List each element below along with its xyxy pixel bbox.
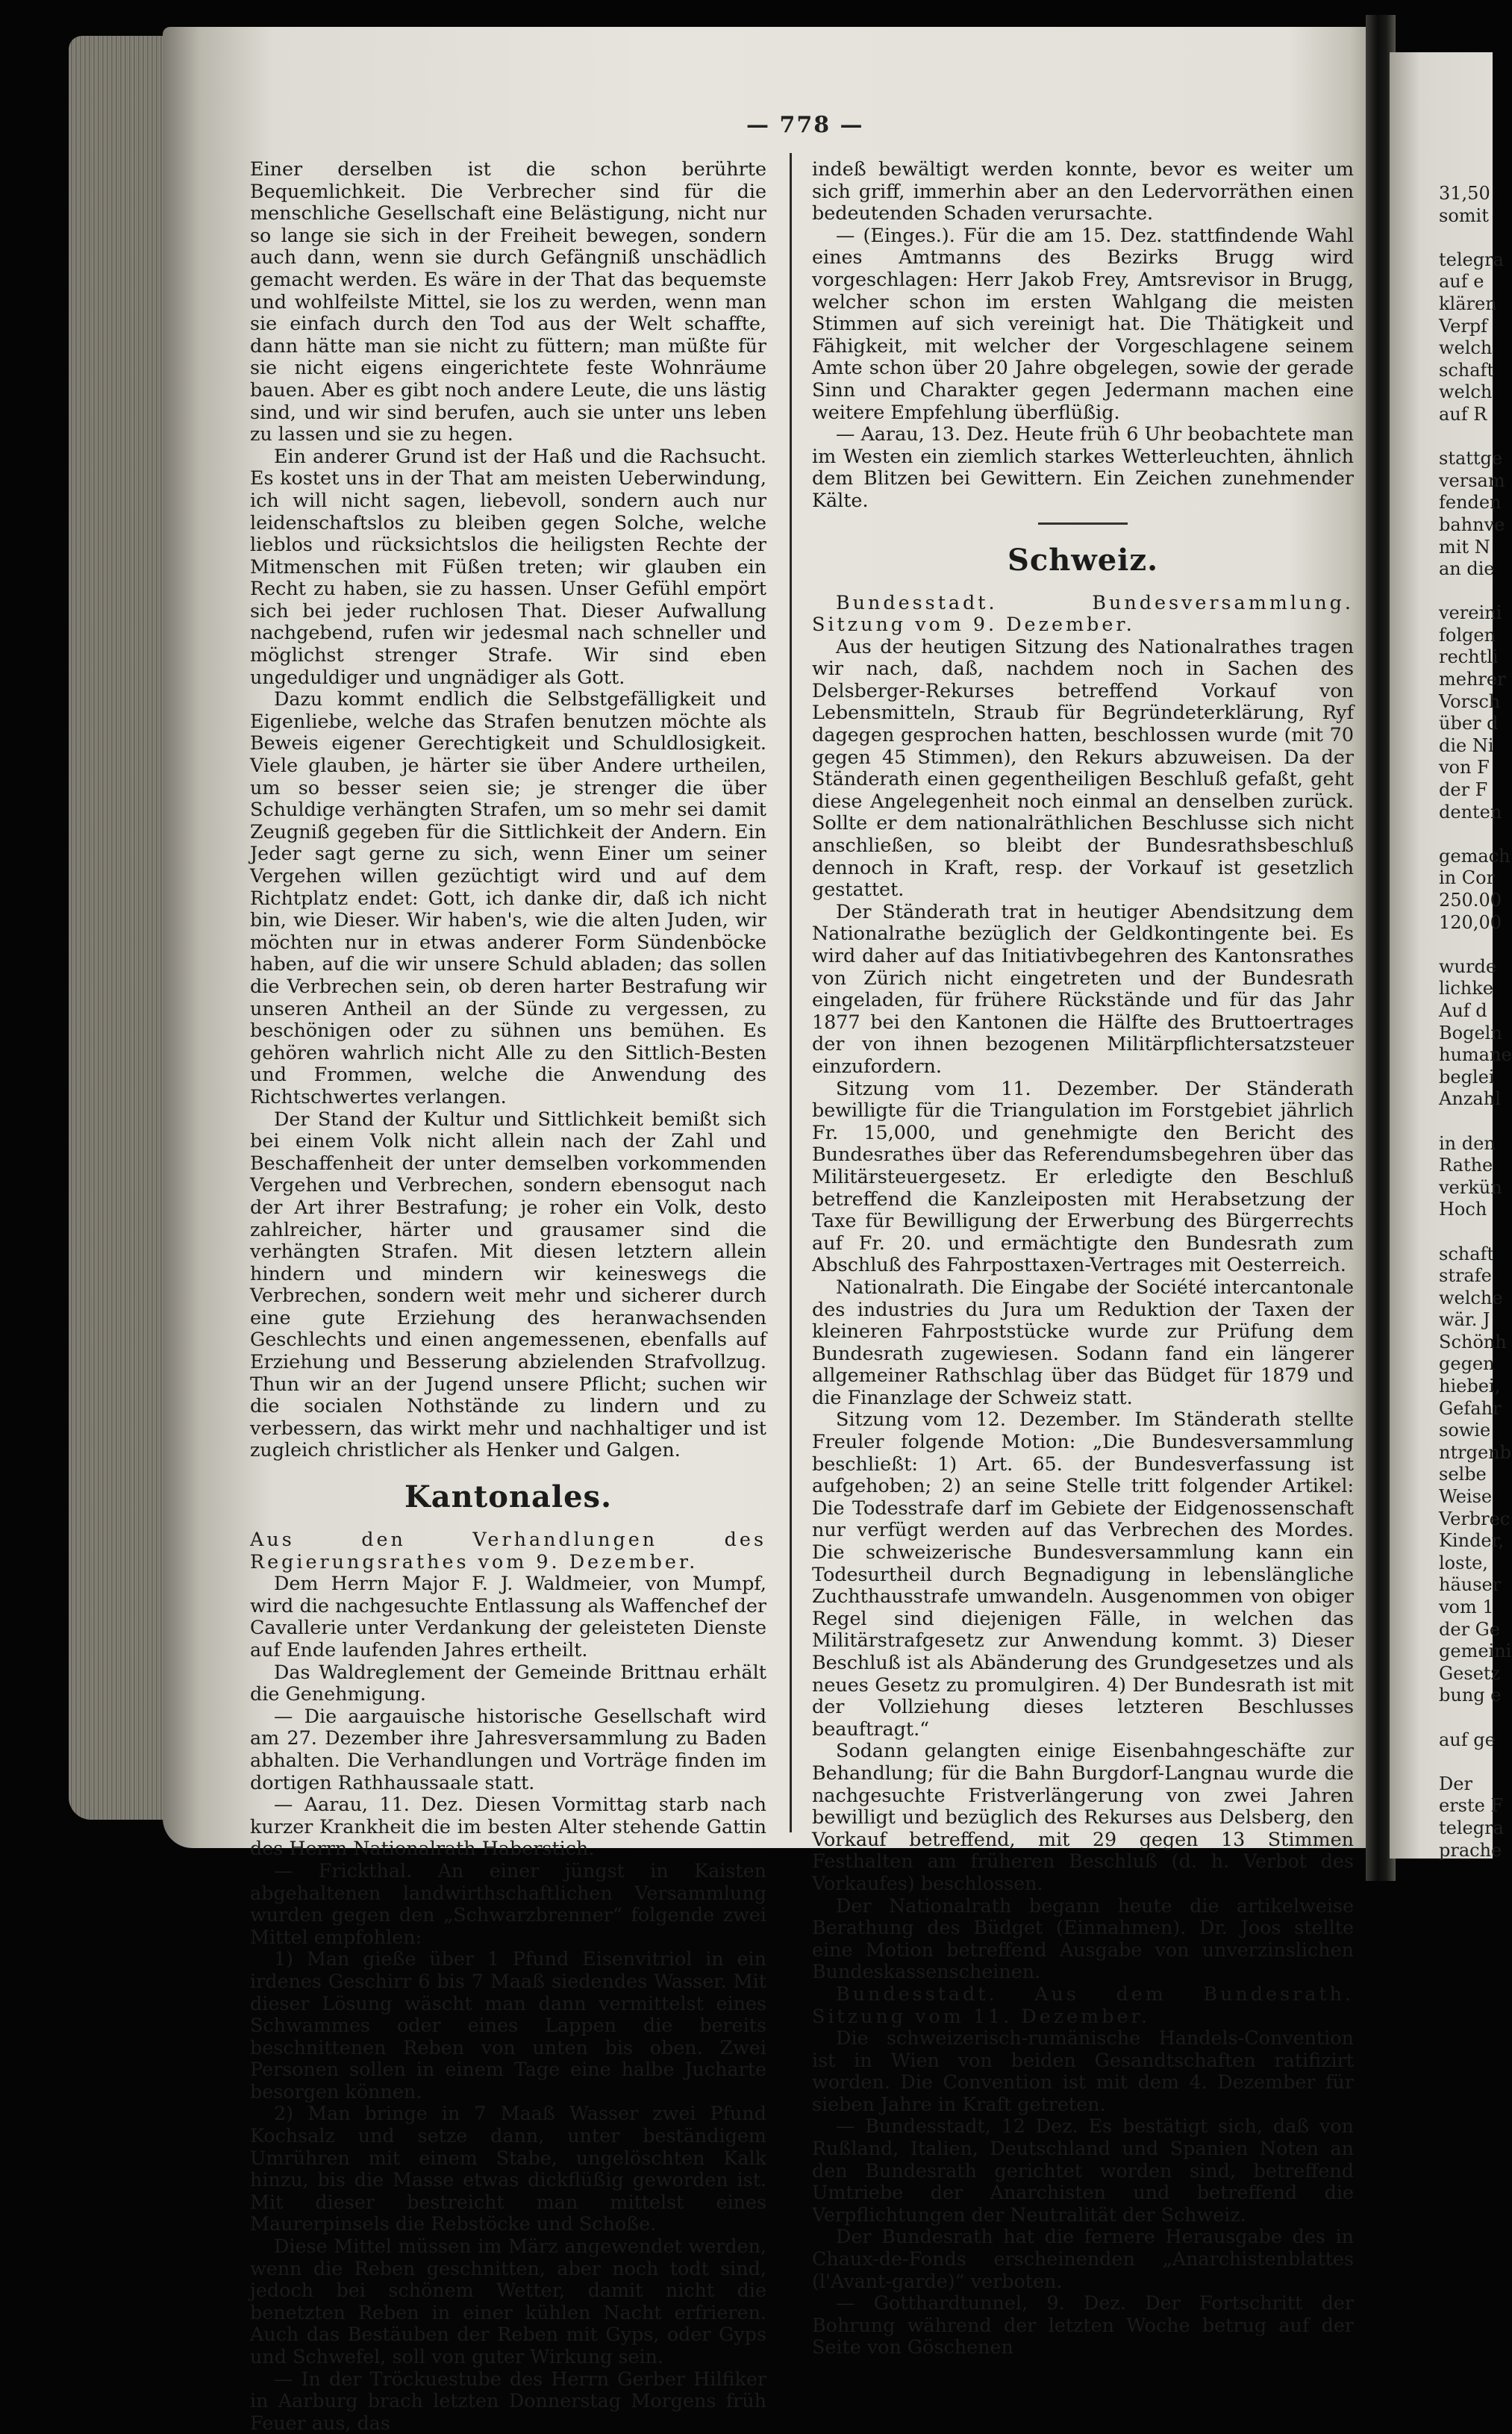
right-page-line: Anzahl bbox=[1439, 1088, 1501, 1110]
right-page-line: häuser bbox=[1439, 1574, 1502, 1596]
right-page-line: Hoch bbox=[1439, 1199, 1487, 1220]
right-page-line: 120,00 bbox=[1439, 911, 1502, 933]
right-page-line: auf R bbox=[1439, 403, 1487, 425]
paragraph: — (Einges.). Für die am 15. Dez. stattfindende Wahl eines Amtmanns des Bezirks Brugg wird vorgeschlagen: Herr Jakob Frey, Amtsrevisor in Brugg, welcher schon im ersten Wahlgang die meisten Stimmen auf sich vereinigt hat. Die Thätigkeit und Fähigkeit, mit welcher der Vorgeschlagene seinem Amte schon über 20 Jahre obgelegen, sowie der gerade Sinn und Charakter gegen Jedermann machen eine weitere Empfehlung überflüßig. bbox=[812, 223, 1354, 423]
right-page-line: telegra bbox=[1439, 1817, 1504, 1838]
paragraph: indeß bewältigt werden konnte, bevor es weiter um sich griff, immerhin aber an den Ledervorräthen einen bedeutenden Schaden verursachte. bbox=[812, 157, 1354, 225]
paragraph: — Die aargauische historische Gesellschaft wird am 27. Dezember ihre Jahresversammlung zu Baden abhalten. Die Verhandlungen und Vorträge finden im dortigen Rathhaussaale statt. bbox=[250, 1704, 766, 1794]
paragraph: — Aarau, 11. Dez. Diesen Vormittag starb nach kurzer Krankheit die im besten Alter stehende Gattin des Herrn Nationalrath Haberstich. bbox=[250, 1793, 766, 1860]
paragraph: Einer derselben ist die schon berührte Bequemlichkeit. Die Verbrecher sind für die menschliche Gesellschaft eine Belästigung, nicht nur so lange sie sich in der Freiheit bewegen, sondern auch dann, wenn sie durch Gefängniß unschädlich gemacht werden. Es wäre in der That das bequemste und wohlfeilste Mittel, sie los zu werden, wenn man sie einfach durch den Tod aus der Welt schaffte, dann hätte man sie nicht zu füttern; man müßte für sie nicht eigens eingerichtete feste Wohnräume bauen. Aber es gibt noch andere Leute, die uns lästig sind, und wir sind berufen, auch sie unter uns leben zu lassen und sie zu hegen. bbox=[250, 157, 766, 446]
right-page-line: welche bbox=[1439, 1287, 1503, 1308]
right-page-line bbox=[1439, 823, 1490, 846]
right-page-line: in den bbox=[1439, 1132, 1496, 1154]
right-page-line: selbe bbox=[1439, 1464, 1487, 1485]
right-page-line bbox=[1439, 227, 1490, 249]
right-page-line: über d bbox=[1439, 713, 1499, 734]
right-page-line: welch bbox=[1439, 381, 1493, 403]
right-page-line: prache bbox=[1439, 1839, 1502, 1861]
column-divider bbox=[790, 153, 792, 1832]
subheading: Bundesstadt. Bundesversammlung. Sitzung vom 9. Dezember. bbox=[812, 590, 1354, 636]
right-page-line bbox=[1439, 1707, 1490, 1729]
right-page-line: Vorsch bbox=[1439, 690, 1501, 712]
right-page-line: Der bbox=[1439, 1773, 1472, 1794]
right-page-line: gemeini bbox=[1439, 1641, 1512, 1662]
right-page-line: an die bbox=[1439, 558, 1495, 580]
paragraph: Dem Herrn Major F. J. Waldmeier, von Mumpf, wird die nachgesuchte Entlassung als Waffenchef der Cavallerie unter Verdankung der geleisteten Dienste auf Ende laufenden Jahres ertheilt. bbox=[250, 1572, 766, 1661]
right-page-line: verkün bbox=[1439, 1176, 1502, 1198]
paragraph: Der Ständerath trat in heutiger Abendsitzung dem Nationalrathe bezüglich der Geldkontingente bei. Es wird daher auf das Initiativbegehren des Kantonsrathes von Zürich nicht eingetreten und der Bundesrath eingeladen, für frühere Rückstände und für das Jahr 1877 bei den Kantonen die Hälfte des Bruttoertrages der von ihnen bezogenen Militärpflichtersatzsteuer einzufordern. bbox=[812, 899, 1354, 1077]
right-page-line: der Ge bbox=[1439, 1618, 1501, 1640]
right-page-line: Schönh bbox=[1439, 1331, 1507, 1352]
right-page-line: auf ge bbox=[1439, 1729, 1496, 1750]
paragraph: — Bundesstadt, 12 Dez. Es bestätigt sich, daß von Rußland, Italien, Deutschland und Spanien Noten an den Bundesrath gerichtet worden sind, betreffend Umtriebe der Anarchisten und betreffend die Verpflichtungen der Neutralität der Schweiz. bbox=[812, 2115, 1354, 2226]
paragraph: Aus der heutigen Sitzung des Nationalrathes tragen wir nach, daß, nachdem noch in Sachen des Delsberger-Rekurses betreffend Vorkauf von Lebensmitteln, Straub für Begründeterklärung, Ryf dagegen gesprochen hatten, beschlossen wurde (mit 70 gegen 45 Stimmen), den Rekurs abzuweisen. Da der Ständerath einen gegentheiligen Beschluß gefaßt, geht diese Angelegenheit noch einmal an denselben zurück. Sollte er dem nationalräthlichen Beschlusse sich nicht anschließen, so bleibt der Bundesrathsbeschluß dennoch in Kraft, resp. der Vorkauf ist gesetzlich gestattet. bbox=[812, 634, 1354, 901]
paragraph: Sitzung vom 11. Dezember. Der Ständerath bewilligte für die Triangulation im Forstgebiet jährlich Fr. 15,000, und genehmigte den Bericht des Bundesrathes über das Referendumsbegehren über das Militärsteuergesetz. Er erledigte den Beschluß betreffend die Kanzleiposten mit Herabsetzung der Taxe für Bewilligung der Erwerbung des Bürgerrechts auf Fr. 20. und ermächtigte den Bundesrath zum Abschluß des Fahrposttaxen-Vertrages mit Oesterreich. bbox=[812, 1076, 1354, 1276]
right-page-line bbox=[1439, 934, 1490, 956]
right-page-line: denten bbox=[1439, 801, 1502, 823]
middle-column bbox=[812, 158, 1354, 2359]
right-page-line: strafe bbox=[1439, 1265, 1492, 1287]
right-page-line: stattge bbox=[1439, 448, 1503, 469]
right-page-line: telegra bbox=[1439, 249, 1504, 270]
right-page-line: 31,50 bbox=[1439, 183, 1490, 204]
paragraph: 1) Man gieße über 1 Pfund Eisenvitriol in ein irdenes Geschirr 6 bis 7 Maaß siedendes Wasser. Mit dieser Lösung wäscht man dann vermittelst eines Schwammes oder eines Lappen die bereits beschnittenen Reben von unten bis oben. Zwei Personen sollen in einem Tage eine halbe Jucharte besorgen können. bbox=[250, 1947, 766, 2103]
right-page-line: welch bbox=[1439, 337, 1493, 359]
right-page-line: mehrer bbox=[1439, 669, 1506, 690]
right-page-line: humane bbox=[1439, 1044, 1512, 1066]
right-page-line: fenden bbox=[1439, 492, 1502, 514]
paragraph: Der Nationalrath begann heute die artikelweise Berathung des Büdget (Einnahmen). Dr. Joos stellte eine Motion betreffend Ausgabe von unverzinslichen Bundeskassenscheinen. bbox=[812, 1894, 1354, 1983]
right-page-line: wär. J bbox=[1439, 1309, 1490, 1331]
right-page-line: folgen bbox=[1439, 624, 1496, 646]
paragraph: Nationalrath. Die Eingabe der Société intercantonale des industries du Jura um Reduktion der Taxen der kleineren Fahrpoststücke wurde zur Prüfung dem Bundesrath zugewiesen. Sodann fand ein längerer allgemeiner Rathschlag über das Büdget für 1879 und die Finanzlage der Schweiz statt. bbox=[812, 1275, 1354, 1408]
right-page-line: Gesetz bbox=[1439, 1662, 1501, 1684]
right-page-line: loste, bbox=[1439, 1552, 1488, 1573]
section-heading-kantonales: Kantonales. bbox=[404, 1479, 612, 1515]
right-page-line: 250.00 bbox=[1439, 890, 1502, 911]
right-page-line: von F bbox=[1439, 757, 1490, 778]
paragraph: Die schweizerisch-rumänische Handels-Convention ist in Wien von beiden Gesandtschaften ratifizirt worden. Die Convention ist mit dem 4. Dezember für sieben Jahre in Kraft getreten. bbox=[812, 2026, 1354, 2115]
paragraph: — Frickthal. An einer jüngst in Kaisten abgehaltenen landwirthschaftlichen Versammlung wurden gegen den „Schwarzbrenner“ folgende zwei Mittel empfohlen: bbox=[250, 1859, 766, 1948]
right-page-line: sowie bbox=[1439, 1420, 1491, 1441]
section-heading-schweiz: Schweiz. bbox=[1007, 542, 1159, 578]
right-page-text-fragments bbox=[1439, 183, 1512, 1862]
paragraph: — In der Tröckuestube des Herrn Gerber Hilfiker in Aarburg brach letzten Donnerstag Morgens früh Feuer aus, das bbox=[250, 2367, 766, 2434]
right-page-line bbox=[1439, 426, 1490, 449]
right-page-line: lichke bbox=[1439, 978, 1493, 999]
right-page-line: Bogeln bbox=[1439, 1022, 1502, 1043]
right-page-line: erste F bbox=[1439, 1795, 1504, 1817]
right-page-line bbox=[1439, 581, 1490, 603]
right-page-line: schaft bbox=[1439, 1243, 1495, 1264]
page-number: — 778 — bbox=[746, 112, 864, 138]
paragraph: Dazu kommt endlich die Selbstgefälligkeit und Eigenliebe, welche das Strafen benutzen möchte als Beweis eigener Gerechtigkeit und Schuldlosigkeit. Viele glauben, je härter sie über Andere urtheilen, um so besser seien sie; je strenger die über Schuldige verhängten Strafen, um so mehr sei damit Zeugniß gegeben für die Sittlichkeit der Andern. Ein Jeder sagt gerne zu sich, wenn Einer um seiner Vergehen willen gezüchtigt wird und auf dem Richtplatz endet: Gott, ich danke dir, daß ich nicht bin, wie Dieser. Wir haben's, wie die alten Juden, wir möchten nur in etwas anderer Form Sündenböcke haben, auf die wir unsere Schuld abladen; das sollen die Verbrechen sein, ob deren harter Bestrafung wir unseren Antheil an der Sünde zu vergessen, zu beschönigen oder zu sühnen uns bemühen. Es gehören wahrlich nicht Alle zu den Sittlich-Besten und Frommen, welche die Anwendung des Richtschwertes verlangen. bbox=[250, 687, 766, 1108]
paragraph: Diese Mittel müssen im März angewendet werden, wenn die Reben geschnitten, aber noch todt sind, jedoch bei schönem Wetter, damit nicht die benetzten Reben in einer kühlen Nacht erfrieren. Auch das Bestäuben der Reben mit Gyps, oder Gyps und Schwefel, soll von guter Wirkung sein. bbox=[250, 2235, 766, 2368]
right-page-line: Auf d bbox=[1439, 999, 1487, 1021]
paragraph: Sitzung vom 12. Dezember. Im Ständerath stellte Freuler folgende Motion: „Die Bundesversammlung beschließt: 1) Art. 65. der Bundesverfassung ist aufgehoben; 2) an seine Stelle tritt folgender Artikel: Die Todesstrafe darf im Gebiete der Eidgenossenschaft nur verfügt werden auf das Verbrechen des Mordes. Die schweizerische Bundesversammlung kann ein Todesurtheil durch Begnadigung in lebenslängliche Zuchthausstrafe umwandeln. Ausgenommen von obiger Regel sind diejenigen Fälle, in welchen das Militärstrafgesetz zur Anwendung kommt. 3) Dieser Beschluß ist als Abänderung des Grundgesetzes und als neues Gesetz zu promulgiren. 4) Der Bundesrath ist mit der Vollziehung dieses letzteren Beschlusses beauftragt.“ bbox=[812, 1408, 1354, 1740]
left-column bbox=[250, 158, 766, 2434]
right-page-line: wurde bbox=[1439, 955, 1497, 977]
right-page-line bbox=[1439, 1221, 1490, 1243]
right-page-line: versam bbox=[1439, 469, 1505, 491]
right-page-line: gegen bbox=[1439, 1353, 1495, 1375]
right-page-line: bahnve bbox=[1439, 514, 1505, 535]
right-page-line bbox=[1439, 1111, 1490, 1133]
right-page-line: klären bbox=[1439, 293, 1497, 314]
right-page-line: Verbrec bbox=[1439, 1508, 1511, 1529]
right-page-line: Verpf bbox=[1439, 315, 1488, 337]
section-intro: Aus den Verhandlungen des Regierungsrathes vom 9. Dezember. bbox=[250, 1528, 766, 1573]
paragraph: Der Bundesrath hat die fernere Herausgabe des in Chaux-de-Fonds erscheinenden „Anarchistenblattes (l'Avant-garde)“ verboten. bbox=[812, 2225, 1354, 2292]
paragraph: Der Stand der Kultur und Sittlichkeit bemißt sich bei einem Volk nicht allein nach der Zahl und Beschaffenheit der unter demselben vorkommenden Vergehen und Verbrechen, sondern ebensogut nach der Art ihrer Bestrafung; je roher ein Volk, desto zahlreicher, härter und grausamer sind die verhängten Strafen. Mit diesen letztern allein hindern und mindern wir keineswegs die Verbrechen, sondern weit mehr und sicherer durch eine gute Erziehung des heranwachsenden Geschlechts und einen angemessenen, ebenfalls auf Erziehung und Besserung abzielenden Strafvollzug. Thun wir an der Jugend unsere Pflicht; suchen wir die socialen Nothstände zu lindern und zu verbessern, das wirkt mehr und nachhaltiger und ist zugleich christlicher als Henker und Galgen. bbox=[250, 1107, 766, 1461]
right-page-line: schaft bbox=[1439, 359, 1495, 381]
right-page-line: vereini bbox=[1439, 602, 1502, 624]
right-page-line: in Cor bbox=[1439, 867, 1496, 889]
subheading: Bundesstadt. Aus dem Bundesrath. Sitzung vom 11. Dezember. bbox=[812, 1982, 1354, 2027]
right-page-line: rechtli bbox=[1439, 646, 1499, 668]
section-separator bbox=[1038, 522, 1128, 525]
paragraph: — Gotthardtunnel, 9. Dez. Der Fortschritt der Bohrung während der letzten Woche betrug auf der Seite von Göschenen bbox=[812, 2291, 1354, 2359]
right-page-line: Kinder, bbox=[1439, 1530, 1505, 1552]
right-page-line: Gefahr bbox=[1439, 1397, 1502, 1419]
right-page-line bbox=[1439, 1751, 1490, 1773]
right-page-line: somit bbox=[1439, 205, 1489, 226]
right-page-line: hiebei, bbox=[1439, 1376, 1501, 1397]
paragraph: 2) Man bringe in 7 Maaß Wasser zwei Pfund Kochsalz und setze dann, unter beständigem Umrühren mit einem Stabe, ungelöschten Kalk hinzu, bis die Masse etwas dickflüßig geworden ist. Mit dieser bestreicht man mittelst eines Maurerpinsels die Rebstöcke und Schoße. bbox=[250, 2102, 766, 2235]
right-page-line: die Ni bbox=[1439, 734, 1494, 756]
right-page-line: auf e bbox=[1439, 271, 1484, 293]
right-page-line: Rathe bbox=[1439, 1155, 1493, 1176]
paragraph: — Aarau, 13. Dez. Heute früh 6 Uhr beobachtete man im Westen ein ziemlich starkes Wetterleuchten, ähnlich dem Blitzen bei Gewittern. Ein Zeichen zunehmender Kälte. bbox=[812, 422, 1355, 511]
paragraph: Das Waldreglement der Gemeinde Brittnau erhält die Genehmigung. bbox=[250, 1660, 766, 1706]
right-page-line: gemach bbox=[1439, 845, 1511, 867]
right-page-line: vom 1 bbox=[1439, 1597, 1494, 1617]
right-page-line: der F bbox=[1439, 779, 1488, 801]
paragraph: Sodann gelangten einige Eisenbahngeschäfte zur Behandlung; für die Bahn Burgdorf-Langnau wurde die nachgesuchte Fristverlängerung von zwei Jahren bewilligt und bezüglich des Rekurses aus Delsberg, den Vorkauf betreffend, mit 29 gegen 13 Stimmen Festhalten am früheren Beschluß (d. h. Verbot des Vorkaufes) beschlossen. bbox=[812, 1739, 1354, 1894]
right-page-line: ntrgenb bbox=[1439, 1441, 1511, 1463]
right-page-line: Weise bbox=[1439, 1486, 1493, 1508]
right-page-line: beglei bbox=[1439, 1066, 1495, 1088]
paragraph: Ein anderer Grund ist der Haß und die Rachsucht. Es kostet uns in der That am meisten Ueberwindung, ich will nicht sagen, liebevoll, sondern auch nur leidenschaftslos zu bleiben gegen Solche, welche lieblos und rücksichtslos die heiligsten Rechte der Mitmenschen mit Füßen treten; wir glauben ein Recht zu haben, sie zu hassen. Unser Gefühl empört sich bei jeder ruchlosen That. Dieser Aufwallung nachgebend, rufen wir jedesmal nach schneller und möglichst strenger Strafe. Wir sind eben ungeduldiger und ungnädiger als Gott. bbox=[250, 444, 766, 688]
right-page-line: bung e bbox=[1439, 1685, 1502, 1706]
right-page-line: mit N bbox=[1439, 536, 1490, 558]
